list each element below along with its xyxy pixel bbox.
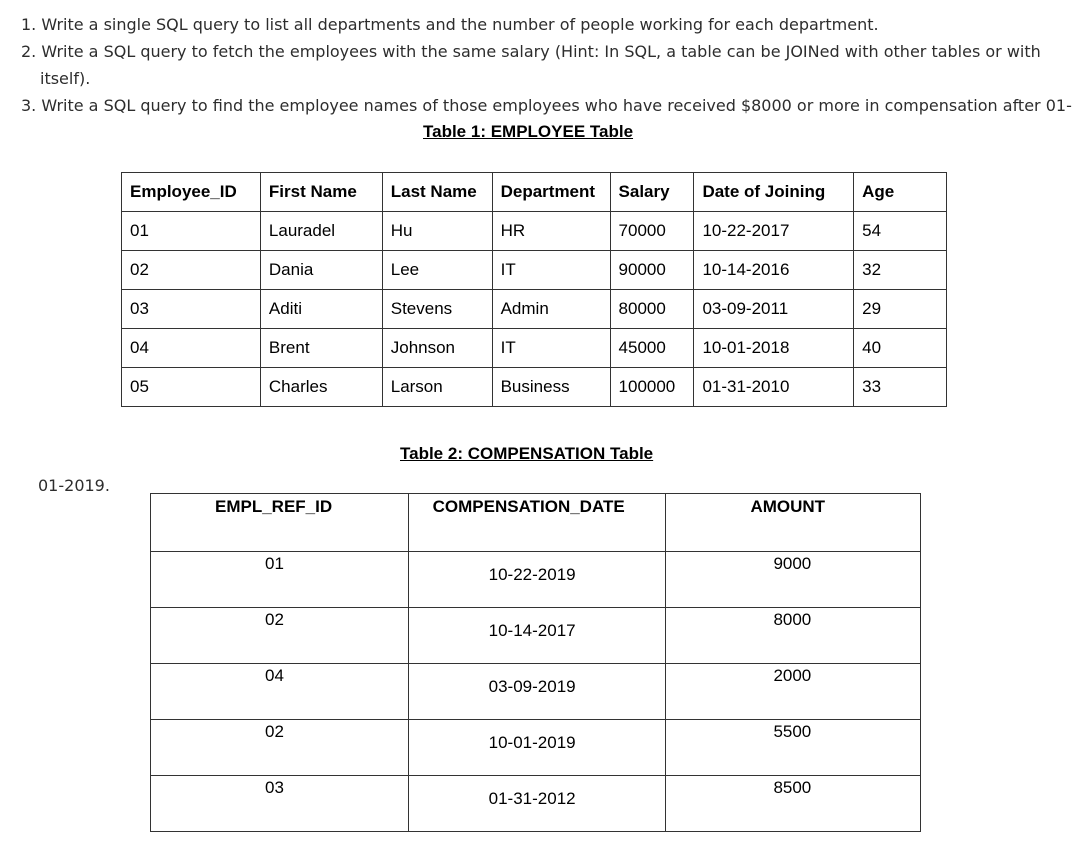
cell-value: 10-14-2017 xyxy=(488,621,576,640)
header-cell: Employee_ID xyxy=(122,173,261,212)
table-row xyxy=(122,212,947,251)
table-cell: Dania xyxy=(260,251,382,290)
table-cell: 05 xyxy=(122,368,261,407)
table-cell: 45000 xyxy=(610,329,694,368)
table-cell: 01 xyxy=(122,212,261,251)
cell-value: 10-01-2019 xyxy=(488,733,576,752)
table-cell: HR xyxy=(492,212,610,251)
table-cell: Larson xyxy=(382,368,492,407)
table-cell: Lauradel xyxy=(260,212,382,251)
compensation-table-header-row xyxy=(151,494,921,552)
table-row xyxy=(122,290,947,329)
compensation-table xyxy=(150,493,921,832)
table-cell xyxy=(408,720,666,776)
table-cell: Lee xyxy=(382,251,492,290)
cell-value: 5500 xyxy=(773,722,812,741)
table-cell: 90000 xyxy=(610,251,694,290)
table-cell xyxy=(151,608,409,664)
table-cell xyxy=(408,664,666,720)
employee-table xyxy=(121,172,947,407)
table-cell: 33 xyxy=(854,368,947,407)
table-cell xyxy=(666,608,921,664)
header-cell: Last Name xyxy=(382,173,492,212)
table-cell xyxy=(666,720,921,776)
table-cell: 04 xyxy=(122,329,261,368)
header-cell: Age xyxy=(854,173,947,212)
compensation-table-caption: Table 2: COMPENSATION Table xyxy=(400,444,654,463)
table-row xyxy=(122,368,947,407)
cell-value: 02 xyxy=(265,610,284,629)
cell-value: 10-22-2019 xyxy=(488,565,576,584)
question-3-continued: 01-2019. xyxy=(38,476,110,495)
cell-value: 03 xyxy=(265,778,284,797)
table-cell xyxy=(151,776,409,832)
cell-value: 01 xyxy=(265,554,284,573)
table-cell xyxy=(151,552,409,608)
table-row xyxy=(122,329,947,368)
table-cell: Johnson xyxy=(382,329,492,368)
table-cell xyxy=(408,608,666,664)
cell-value: 8000 xyxy=(773,610,812,629)
table-cell xyxy=(151,720,409,776)
employee-table-caption: Table 1: EMPLOYEE Table xyxy=(423,122,634,141)
table-cell: 03 xyxy=(122,290,261,329)
table-row xyxy=(151,776,921,832)
question-2: 2. Write a SQL query to fetch the employees with the same salary (Hint: In SQL, a table can be JOINed with other tables or with xyxy=(21,42,1041,61)
header-cell: Department xyxy=(492,173,610,212)
table-cell: Stevens xyxy=(382,290,492,329)
table-cell xyxy=(151,664,409,720)
table-cell: Aditi xyxy=(260,290,382,329)
question-3: 3. Write a SQL query to find the employee names of those employees who have received $8000 or more in compensation after 01- xyxy=(21,96,1072,115)
table-cell: 80000 xyxy=(610,290,694,329)
table-cell: 54 xyxy=(854,212,947,251)
table-row xyxy=(151,552,921,608)
table-cell xyxy=(408,776,666,832)
table-cell: Business xyxy=(492,368,610,407)
question-1: 1. Write a single SQL query to list all departments and the number of people working for each department. xyxy=(21,15,879,34)
cell-value: 03-09-2019 xyxy=(488,677,576,696)
cell-value: 01-31-2012 xyxy=(488,789,576,808)
table-cell xyxy=(666,552,921,608)
cell-value: 04 xyxy=(265,666,284,685)
table-cell: 10-14-2016 xyxy=(694,251,854,290)
table-row xyxy=(151,664,921,720)
table-row xyxy=(151,720,921,776)
table-cell: 70000 xyxy=(610,212,694,251)
table-cell: 10-01-2018 xyxy=(694,329,854,368)
question-2-continued: itself). xyxy=(40,69,91,88)
cell-value: 02 xyxy=(265,722,284,741)
table-cell xyxy=(408,552,666,608)
table-cell xyxy=(666,776,921,832)
table-cell: 10-22-2017 xyxy=(694,212,854,251)
table-cell: Brent xyxy=(260,329,382,368)
table-row xyxy=(151,608,921,664)
table-row xyxy=(122,251,947,290)
table-cell: 02 xyxy=(122,251,261,290)
table-cell xyxy=(666,664,921,720)
table-cell: IT xyxy=(492,329,610,368)
header-cell: Salary xyxy=(610,173,694,212)
table-cell: 01-31-2010 xyxy=(694,368,854,407)
header-cell: Date of Joining xyxy=(694,173,854,212)
table-cell: 40 xyxy=(854,329,947,368)
table-cell: Admin xyxy=(492,290,610,329)
table-cell: 03-09-2011 xyxy=(694,290,854,329)
header-cell: EMPL_REF_ID xyxy=(151,494,409,552)
table-cell: Hu xyxy=(382,212,492,251)
cell-value: 9000 xyxy=(773,554,812,573)
table-cell: 29 xyxy=(854,290,947,329)
header-cell: AMOUNT xyxy=(666,494,921,552)
table-cell: IT xyxy=(492,251,610,290)
table-cell: 32 xyxy=(854,251,947,290)
employee-table-header-row xyxy=(122,173,947,212)
cell-value: 2000 xyxy=(773,666,812,685)
cell-value: 8500 xyxy=(773,778,812,797)
table-cell: 100000 xyxy=(610,368,694,407)
header-cell: COMPENSATION_DATE xyxy=(408,494,666,552)
table-cell: Charles xyxy=(260,368,382,407)
header-cell: First Name xyxy=(260,173,382,212)
